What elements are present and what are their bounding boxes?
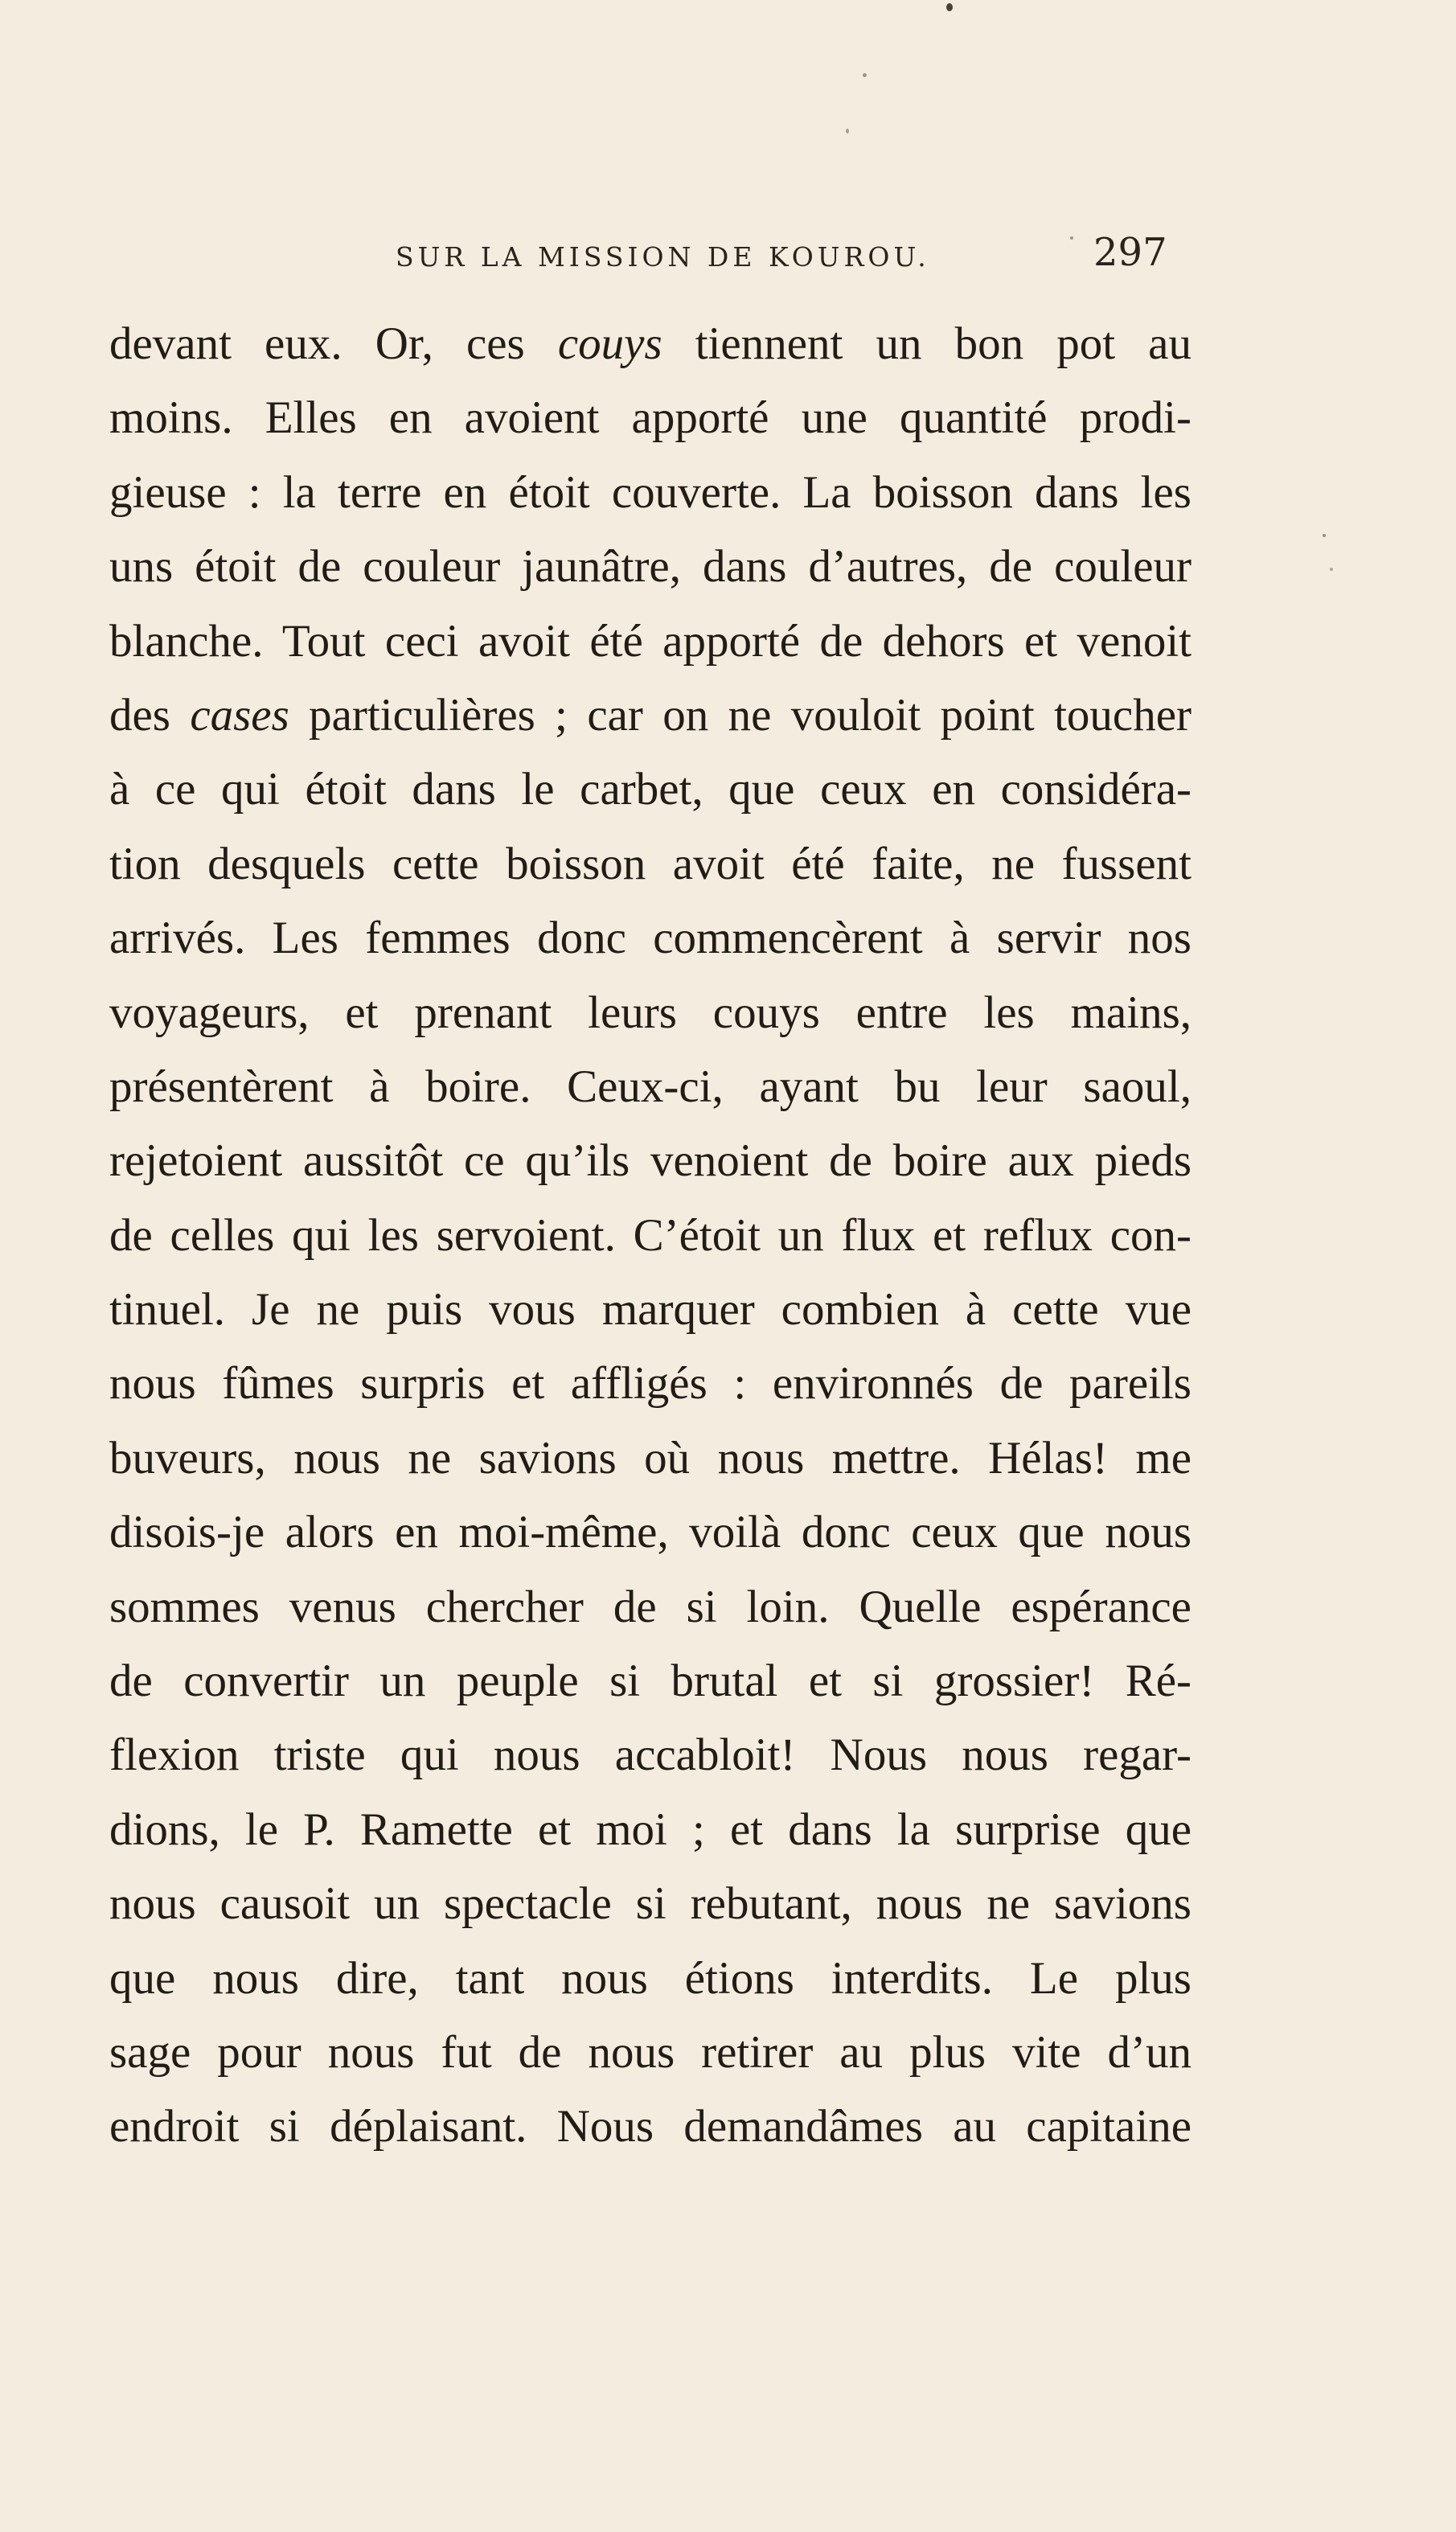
text-line: tion desquels cette boisson avoit été faite, ne fussent xyxy=(109,838,1191,889)
text-line: sage pour nous fut de nous retirer au plus vite d’un xyxy=(109,2026,1191,2078)
ink-speck xyxy=(946,3,953,11)
text-line: tinuel. Je ne puis vous marquer combien à cette vue xyxy=(109,1284,1191,1336)
text-line: à ce qui étoit dans le carbet, que ceux en considéra- xyxy=(109,764,1191,815)
text-line: de celles qui les servoient. C’étoit un flux et reflux con- xyxy=(109,1209,1191,1261)
text-line: uns étoit de couleur jaunâtre, dans d’autres, de couleur xyxy=(109,541,1191,593)
text-line: gieuse : la terre en étoit couverte. La boisson dans les xyxy=(109,466,1191,518)
page-number: 297 xyxy=(1093,230,1167,275)
body-text xyxy=(109,307,1191,2165)
text-line: nous causoit un spectacle si rebutant, nous ne savions xyxy=(109,1878,1191,1930)
ink-speck xyxy=(863,73,867,77)
text-line: sommes venus chercher de si loin. Quelle espérance xyxy=(109,1581,1191,1632)
running-head-title: SUR LA MISSION DE KOUROU. xyxy=(396,241,930,273)
text-line: arrivés. Les femmes donc commencèrent à servir nos xyxy=(109,913,1191,964)
text-line: voyageurs, et prenant leurs couys entre les mains, xyxy=(109,987,1191,1038)
italic-term: couys xyxy=(557,318,662,369)
text-line: devant eux. Or, ces couys tiennent un bon pot au xyxy=(109,318,1191,369)
italic-term: cases xyxy=(190,689,289,741)
text-line: rejetoient aussitôt ce qu’ils venoient de boire aux pieds xyxy=(109,1135,1191,1187)
text-line: moins. Elles en avoient apporté une quantité prodi- xyxy=(109,392,1191,444)
ink-speck xyxy=(1330,568,1333,571)
text-line: flexion triste qui nous accabloit! Nous nous regar- xyxy=(109,1730,1191,1781)
text-line: blanche. Tout ceci avoit été apporté de dehors et venoit xyxy=(109,615,1191,667)
running-head xyxy=(0,219,1456,291)
text-line: présentèrent à boire. Ceux-ci, ayant bu leur saoul, xyxy=(109,1061,1191,1112)
text-line: des cases particulières ; car on ne vouloit point toucher xyxy=(109,689,1191,741)
ink-speck xyxy=(846,129,849,133)
text-line: buveurs, nous ne savions où nous mettre. Hélas! me xyxy=(109,1432,1191,1483)
text-line: disois-je alors en moi-même, voilà donc ceux que nous xyxy=(109,1507,1191,1558)
text-line: de convertir un peuple si brutal et si grossier! Ré- xyxy=(109,1656,1191,1707)
ink-speck xyxy=(1323,534,1326,537)
text-line: endroit si déplaisant. Nous demandâmes au capitaine xyxy=(109,2101,1191,2152)
text-line: nous fûmes surpris et affligés : environnés de pareils xyxy=(109,1358,1191,1410)
text-line: que nous dire, tant nous étions interdits. Le plus xyxy=(109,1952,1191,2004)
text-line: dions, le P. Ramette et moi ; et dans la surprise que xyxy=(109,1804,1191,1855)
